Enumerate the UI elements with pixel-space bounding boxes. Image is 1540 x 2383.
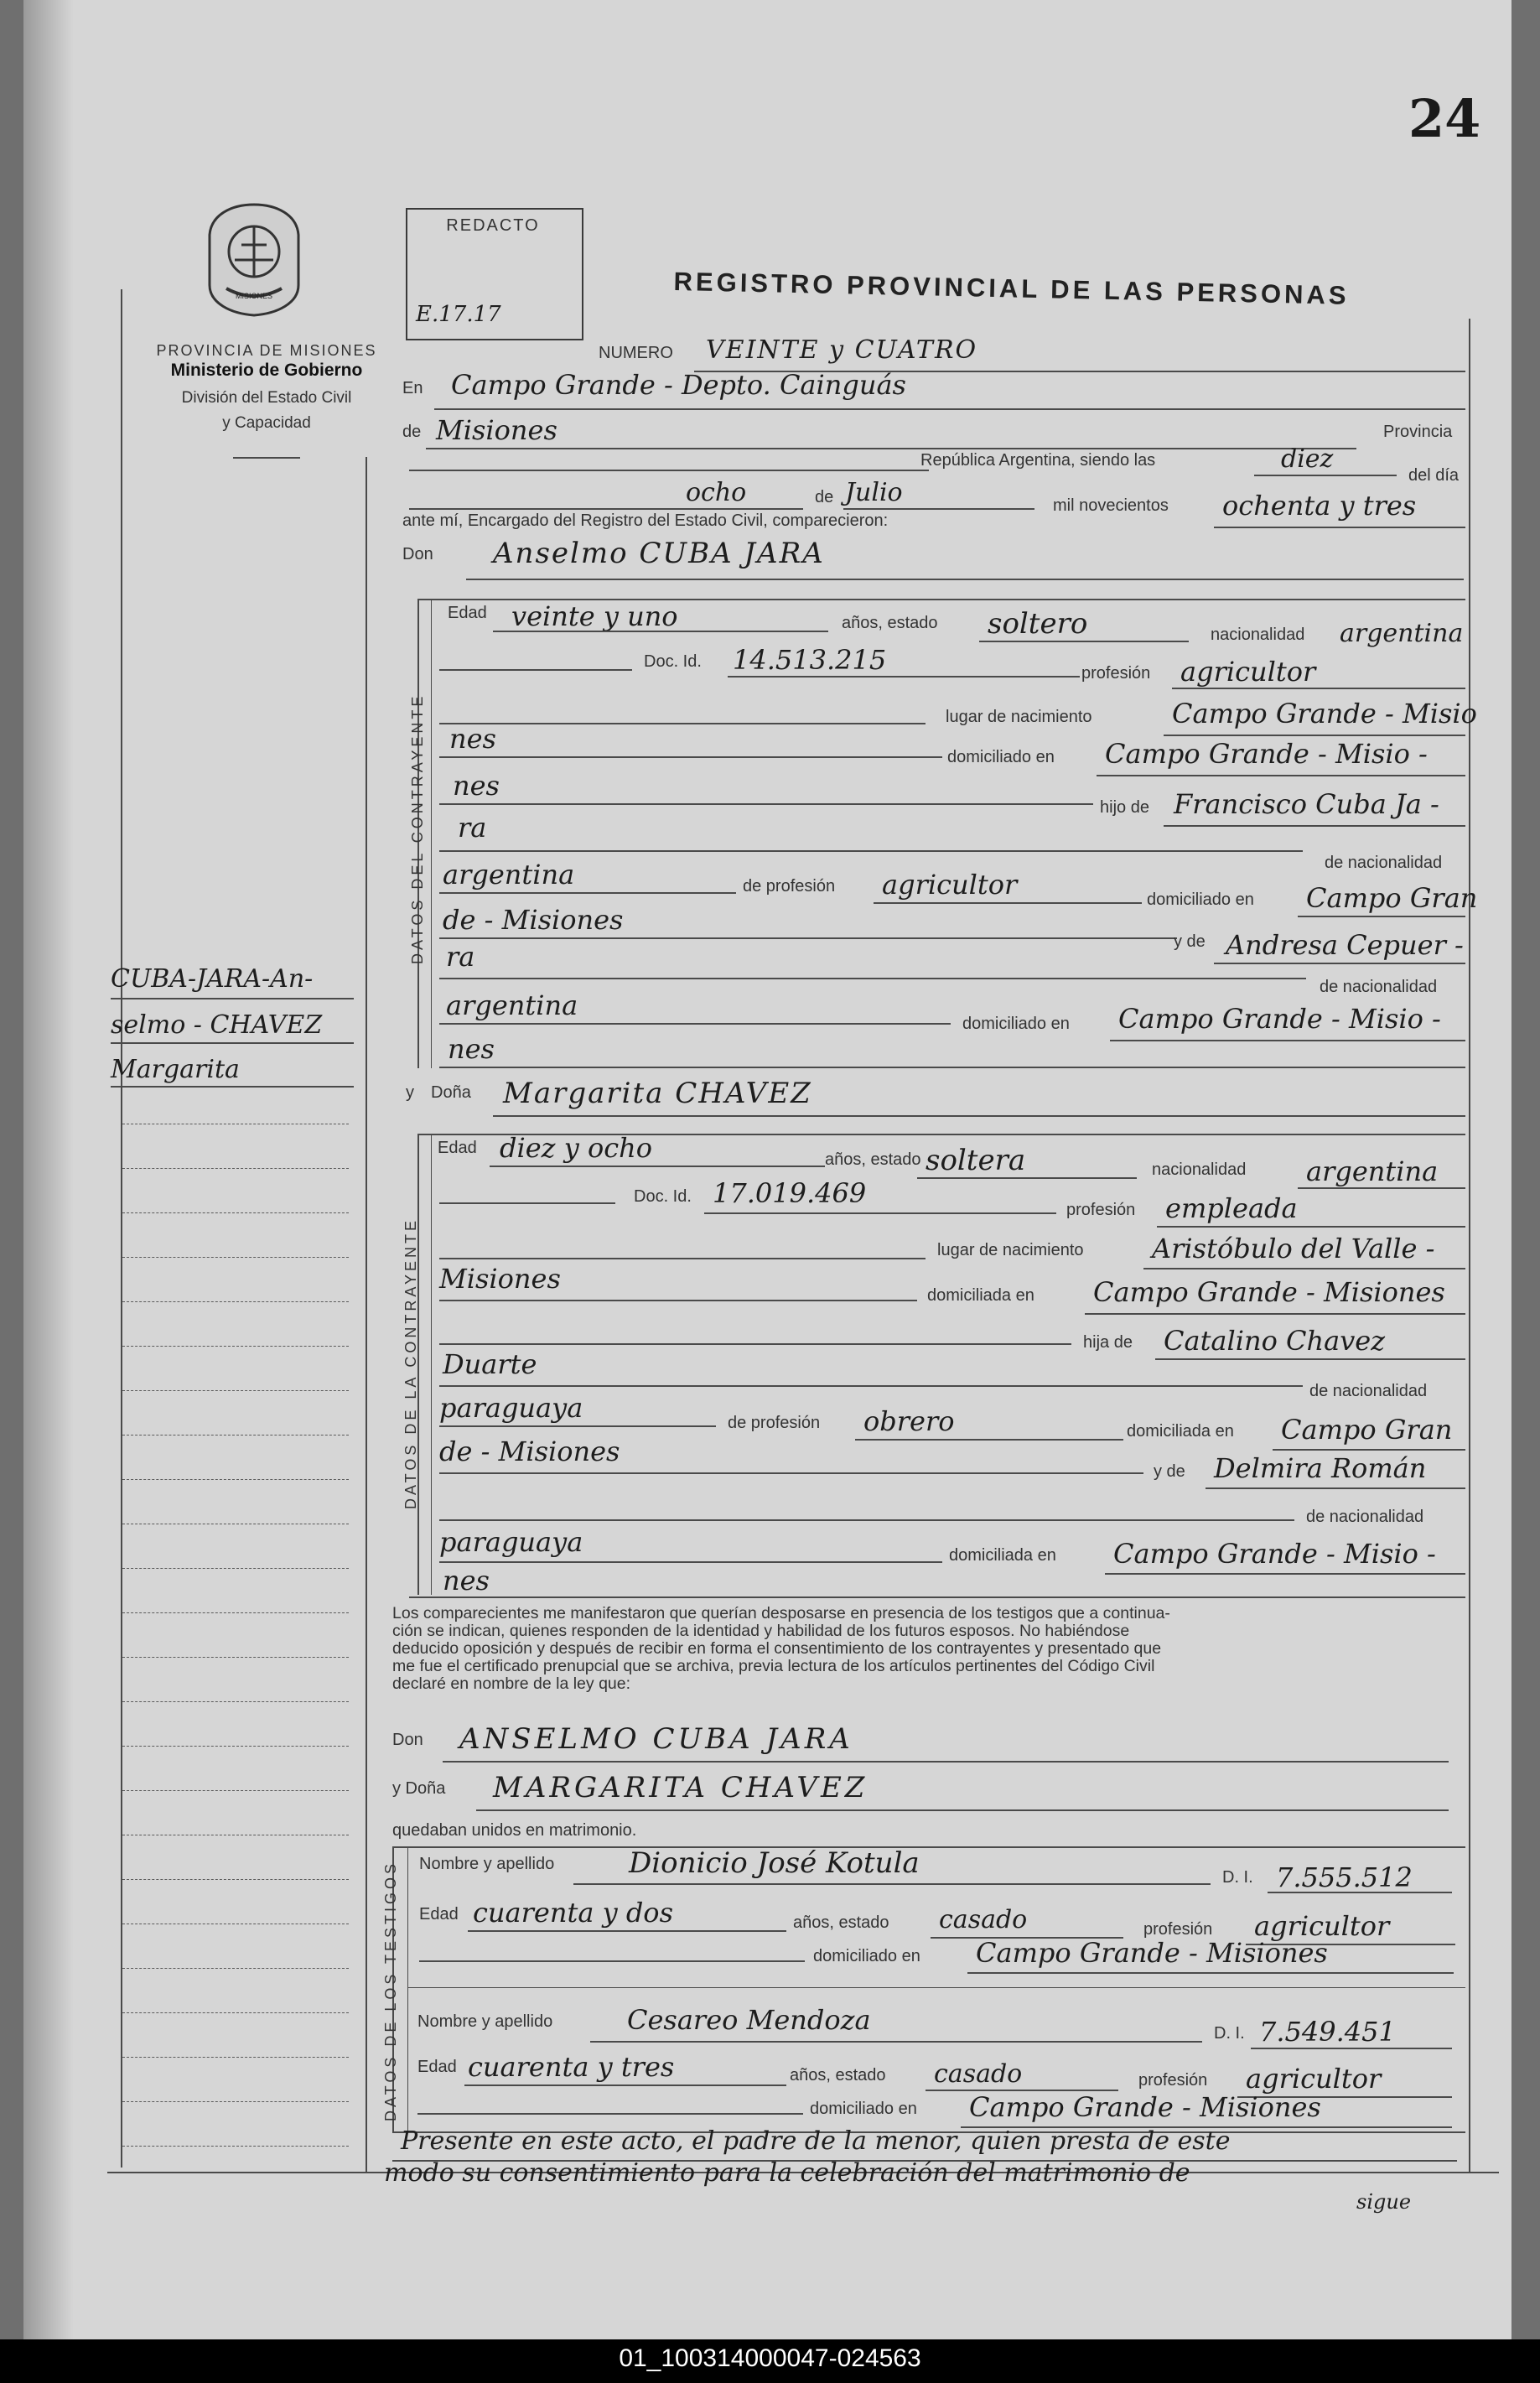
t1-estado-value: casado [939, 1905, 1028, 1934]
dona-value: Margarita CHAVEZ [503, 1077, 812, 1110]
n-nac-label: nacionalidad [1152, 1160, 1247, 1179]
margin-name-2: selmo - CHAVEZ [111, 1010, 323, 1040]
paragraph-line: me fue el certificado prenupcial que se archiva, previa lectura de los artículos pertinentes del Código Civil [392, 1657, 1155, 1675]
t2-edad-value: cuarenta y tres [468, 2051, 675, 2083]
margin-rule [122, 1968, 349, 1969]
n-lugar2-value: Misiones [439, 1263, 561, 1295]
n-padre-prof-value: obrero [863, 1405, 955, 1437]
union-don-label: Don [392, 1731, 423, 1749]
division-label: División del Estado Civil [181, 389, 352, 407]
g-lugar-value: Campo Grande - Misio [1172, 698, 1477, 729]
n-padre-nac-value: paraguaya [439, 1392, 583, 1424]
g-madre-dom-value: Campo Grande - Misio - [1118, 1003, 1441, 1035]
margin-name-3: Margarita [111, 1055, 240, 1084]
quedaban-label: quedaban unidos en matrimonio. [392, 1821, 637, 1840]
numero-label: NUMERO [599, 344, 673, 362]
n-lugar-label: lugar de nacimiento [937, 1241, 1084, 1259]
n-prof-label: profesión [1066, 1201, 1136, 1219]
don-label: Don [402, 545, 433, 563]
g-nac-value: argentina [1340, 619, 1464, 648]
provincia-label: Provincia [1383, 423, 1453, 441]
g-lugar2-value: nes [449, 723, 496, 755]
side-testigos: DATOS DE LOS TESTIGOS [382, 1860, 399, 2121]
t2-di-label: D. I. [1214, 2024, 1245, 2043]
n-padre-value: Catalino Chavez [1164, 1325, 1386, 1357]
g-padre-prof-label: de profesión [743, 877, 836, 896]
g-y-de-label: y de [1174, 932, 1206, 951]
ante-label: ante mí, Encargado del Registro del Estado Civil, comparecieron: [402, 511, 889, 530]
t2-estado-label: años, estado [790, 2066, 886, 2084]
t2-dom-value: Campo Grande - Misiones [969, 2091, 1321, 2123]
provincia-value: Misiones [436, 414, 557, 446]
note-line-1: Presente en este acto, el padre de la menor, quien presta de este [401, 2126, 1231, 2156]
g-padre-nac-value: argentina [443, 859, 575, 890]
margin-rule [122, 1435, 349, 1436]
n-padre-dom-label: domiciliada en [1127, 1422, 1234, 1441]
margin-rule [122, 1390, 349, 1391]
margin-rule [122, 1346, 349, 1347]
side-contrayente-f: DATOS DE LA CONTRAYENTE [402, 1217, 419, 1509]
dona-label: Doña [431, 1083, 471, 1102]
n-nac-value: argentina [1306, 1155, 1439, 1187]
del-dia-label: del día [1408, 466, 1460, 485]
province-label: PROVINCIA DE MISIONES [156, 342, 377, 359]
paragraph-line: deducido oposición y después de recibir en forma el consentimiento de los contrayentes y presentado que [392, 1639, 1162, 1658]
union-don-value: ANSELMO CUBA JARA [459, 1722, 853, 1756]
n-padre2-value: Duarte [443, 1348, 537, 1380]
n-edad-label: Edad [438, 1139, 477, 1157]
margin-rule [122, 1301, 349, 1302]
g-doc-value: 14.513.215 [733, 644, 887, 676]
t2-di-value: 7.549.451 [1259, 2016, 1396, 2048]
t1-nombre-label: Nombre y apellido [419, 1855, 555, 1873]
seal-text: MISIONES [235, 292, 273, 300]
paragraph-line: Los comparecientes me manifestaron que querían desposarse en presencia de los testigos que a continua- [392, 1604, 1170, 1622]
n-madre-value: Delmira Román [1214, 1452, 1427, 1484]
union-dona-label: y Doña [392, 1779, 446, 1798]
n-padre-nac-label: de nacionalidad [1309, 1382, 1428, 1400]
de-label: de [402, 423, 422, 441]
redacto-value: E.17.17 [416, 302, 501, 327]
g-madre-nac-label: de nacionalidad [1320, 978, 1438, 996]
n-estado-value: soltera [926, 1144, 1026, 1177]
margin-rule [122, 1168, 349, 1169]
numero-value: VEINTE y CUATRO [706, 335, 978, 365]
y-label: y [406, 1083, 414, 1102]
margin-rule [122, 1568, 349, 1569]
margin-rule [122, 1657, 349, 1658]
hora-value: diez [1281, 444, 1334, 474]
t1-di-value: 7.555.512 [1276, 1861, 1413, 1893]
anio-value: ochenta y tres [1222, 490, 1417, 522]
margin-rule [122, 1746, 349, 1747]
note-line-2: modo su consentimiento para la celebración del matrimonio de [384, 2158, 1190, 2188]
register-page [23, 0, 1511, 2339]
g-dom2-value: nes [453, 770, 500, 802]
sigue-note: sigue [1356, 2190, 1412, 2214]
g-estado-label: años, estado [842, 614, 938, 632]
margin-rule [122, 1257, 349, 1258]
mes-value: Julio [845, 478, 903, 507]
g-madre-value: Andresa Cepuer - [1226, 929, 1464, 961]
paragraph-line: declaré en nombre de la ley que: [392, 1674, 631, 1693]
g-lugar-label: lugar de nacimiento [946, 708, 1092, 726]
margin-rule [122, 1479, 349, 1480]
capacity-label: y Capacidad [222, 414, 311, 432]
n-madre-nac-value: paraguaya [439, 1526, 583, 1558]
g-dom-value: Campo Grande - Misio - [1105, 738, 1428, 770]
t1-dom-value: Campo Grande - Misiones [976, 1937, 1328, 1969]
declaration-paragraph [392, 1605, 1457, 1693]
margin-rule [122, 1701, 349, 1702]
side-contrayente: DATOS DEL CONTRAYENTE [409, 693, 426, 964]
n-doc-label: Doc. Id. [634, 1187, 692, 1206]
g-estado-value: soltero [988, 607, 1088, 641]
t1-prof-value: agricultor [1254, 1910, 1390, 1942]
provincial-seal [201, 201, 307, 319]
g-madre-dom-label: domiciliado en [962, 1015, 1070, 1033]
margin-rule [122, 2012, 349, 2013]
n-lugar-value: Aristóbulo del Valle - [1152, 1233, 1435, 1264]
n-madre-nac-label: de nacionalidad [1306, 1508, 1424, 1526]
n-padre-dom-value: Campo Gran [1281, 1414, 1453, 1446]
g-dom-label: domiciliado en [947, 748, 1055, 766]
don-value: Anselmo CUBA JARA [493, 537, 825, 570]
n-madre-dom-value: Campo Grande - Misio - [1113, 1538, 1436, 1570]
margin-rule [122, 2146, 349, 2147]
n-prof-value: empleada [1165, 1192, 1298, 1224]
n-madre-dom2-value: nes [443, 1565, 490, 1596]
t2-prof-label: profesión [1138, 2071, 1208, 2090]
g-padre2-value: ra [458, 812, 487, 844]
g-padre-dom-label: domiciliado en [1147, 890, 1254, 909]
g-prof-value: agricultor [1180, 656, 1316, 688]
g-padre-dom-value: Campo Gran [1306, 882, 1478, 914]
image-caption: 01_100314000047-024563 [619, 2344, 921, 2372]
n-estado-label: años, estado [825, 1150, 921, 1169]
g-doc-label: Doc. Id. [644, 652, 702, 671]
margin-name-1: CUBA-JARA-An- [111, 964, 314, 994]
union-dona-value: MARGARITA CHAVEZ [493, 1771, 869, 1804]
g-padre-nac-label: de nacionalidad [1325, 854, 1443, 872]
n-madre-dom-label: domiciliada en [949, 1546, 1056, 1565]
t2-estado-value: casado [934, 2059, 1023, 2089]
page-number: 24 [1408, 88, 1481, 149]
g-padre-dom2-value: de - Misiones [443, 904, 624, 936]
margin-rule [122, 1612, 349, 1613]
t1-dom-label: domiciliado en [813, 1947, 920, 1965]
g-hijo-label: hijo de [1100, 798, 1149, 817]
g-prof-label: profesión [1081, 664, 1151, 683]
n-dom-label: domiciliada en [927, 1286, 1034, 1305]
g-edad-value: veinte y uno [511, 600, 678, 632]
n-doc-value: 17.019.469 [713, 1177, 867, 1209]
n-dom-value: Campo Grande - Misiones [1093, 1276, 1445, 1308]
t2-nombre-value: Cesareo Mendoza [627, 2004, 871, 2036]
registry-heading: REGISTRO PROVINCIAL DE LAS PERSONAS [673, 267, 1350, 310]
t2-prof-value: agricultor [1246, 2063, 1382, 2095]
t1-nombre-value: Dionicio José Kotula [629, 1846, 920, 1880]
g-nac-label: nacionalidad [1211, 626, 1305, 644]
redacto-label: REDACTO [446, 216, 540, 235]
t1-edad-label: Edad [419, 1905, 459, 1924]
paragraph-line: ción se indican, quienes responden de la identidad y habilidad de los futuros esposos. No habiéndose [392, 1622, 1130, 1640]
margin-rule [122, 1790, 349, 1791]
margin-rule [122, 2101, 349, 2102]
republica-label: República Argentina, siendo las [920, 451, 1156, 470]
t1-prof-label: profesión [1143, 1920, 1213, 1939]
n-y-de-label: y de [1154, 1462, 1185, 1481]
t2-edad-label: Edad [417, 2058, 457, 2076]
g-edad-label: Edad [448, 604, 487, 622]
g-padre-value: Francisco Cuba Ja - [1174, 788, 1439, 820]
g-madre-dom2-value: nes [448, 1033, 495, 1065]
mil-label: mil novecientos [1053, 496, 1169, 515]
g-madre2-value: ra [446, 941, 475, 973]
n-padre-prof-label: de profesión [728, 1414, 821, 1432]
n-padre-dom2-value: de - Misiones [439, 1436, 620, 1467]
margin-rule [122, 1212, 349, 1213]
t1-estado-label: años, estado [793, 1913, 889, 1932]
g-padre-prof-value: agricultor [882, 869, 1018, 901]
t1-edad-value: cuarenta y dos [473, 1897, 673, 1929]
ministry-label: Ministerio de Gobierno [170, 361, 363, 380]
margin-rule [122, 2057, 349, 2058]
t2-nombre-label: Nombre y apellido [417, 2012, 553, 2031]
t2-dom-label: domiciliado en [810, 2100, 917, 2118]
margin-rule [122, 1879, 349, 1880]
n-hija-label: hija de [1083, 1333, 1133, 1352]
t1-di-label: D. I. [1222, 1868, 1253, 1887]
en-label: En [402, 379, 423, 397]
n-edad-value: diez y ocho [500, 1132, 652, 1164]
en-value: Campo Grande - Depto. Cainguás [451, 369, 906, 401]
g-madre-nac-value: argentina [446, 989, 578, 1021]
de-mes-label: de [815, 488, 834, 506]
dia-value: ocho [686, 478, 747, 507]
